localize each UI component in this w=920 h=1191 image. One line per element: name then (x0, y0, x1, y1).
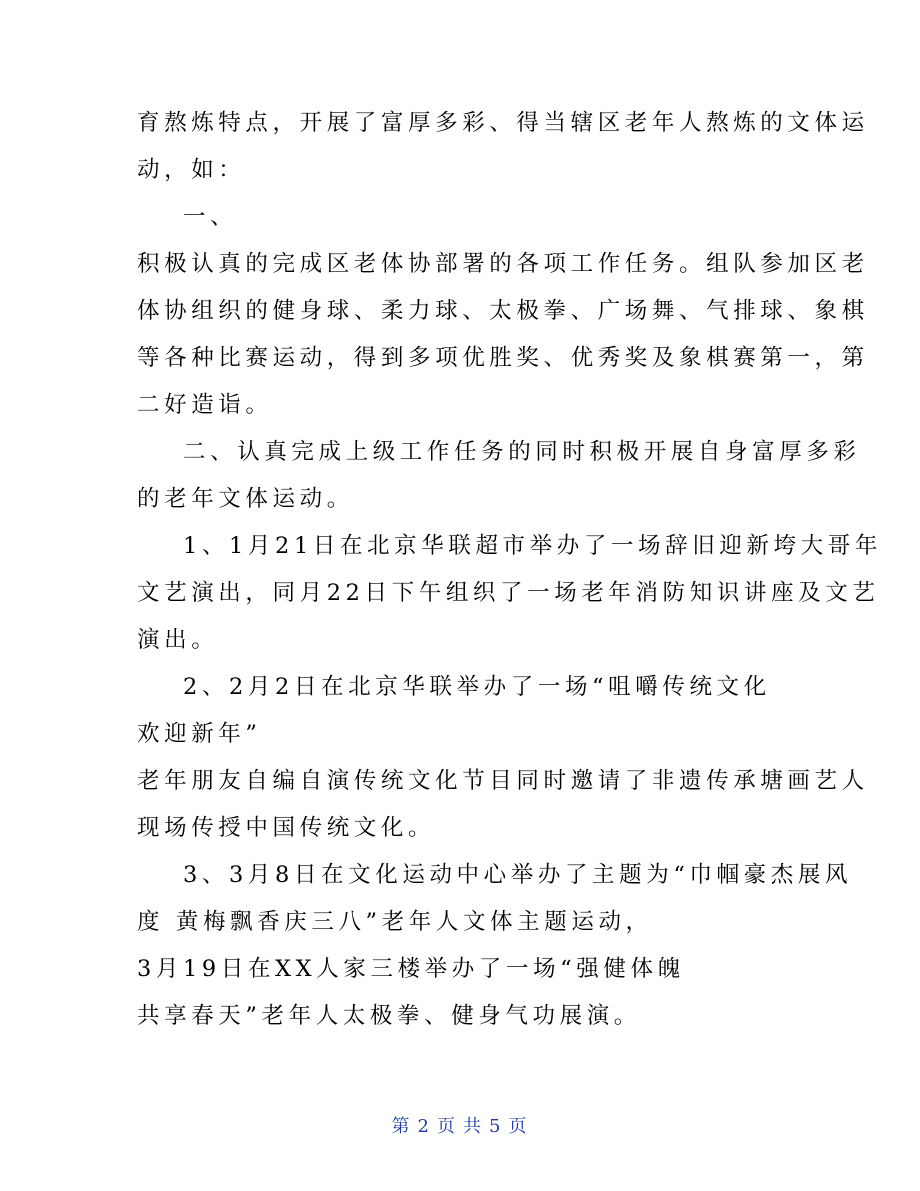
section-heading-1: 一、 (183, 204, 238, 230)
footer-suffix: 页 (508, 1116, 529, 1137)
item-3-line-3: 3月19日在XX人家三楼举办了一场“强健体魄 (137, 956, 685, 982)
body-line-6: 等各种比赛运动，得到多项优胜奖、优秀奖及象棋赛第一，第 (137, 345, 869, 371)
footer-prefix: 第 (391, 1116, 412, 1137)
footer-total-pages: 5 (489, 1116, 503, 1137)
item-3-line-2: 度 黄梅飘香庆三八”老年人文体主题运动， (137, 909, 653, 935)
item-2-line-3: 老年朋友自编自演传统文化节目同时邀请了非遗传承塘画艺人 (137, 768, 869, 794)
body-line-2: 动，如： (137, 157, 246, 183)
body-line-4: 积极认真的完成区老体协部署的各项工作任务。组队参加区老 (137, 251, 869, 277)
footer-page-word: 页 (437, 1116, 457, 1137)
page-footer (0, 1112, 920, 1138)
item-2-line-4: 现场传授中国传统文化。 (137, 815, 436, 841)
footer-current-page: 2 (417, 1116, 431, 1137)
footer-total-word: 共 (463, 1116, 483, 1137)
body-line-1: 育熬炼特点，开展了富厚多彩、得当辖区老年人熬炼的文体运 (137, 110, 869, 136)
item-3-line-4: 共享春天”老年人太极拳、健身气功展演。 (137, 1003, 641, 1029)
item-2-line-1: 2、2月2日在北京华联举办了一场“咀嚼传统文化 (183, 674, 771, 700)
item-1-line-2: 文艺演出，同月22日下午组织了一场老年消防知识讲座及文艺 (137, 580, 880, 606)
body-line-7: 二好造诣。 (137, 392, 273, 418)
item-1-line-1: 1、1月21日在北京华联超市举办了一场辞旧迎新垮大哥年 (183, 533, 882, 559)
item-3-line-1: 3、3月8日在文化运动中心举办了主题为“巾帼豪杰展风 (183, 862, 853, 888)
item-1-line-3: 演出。 (137, 627, 219, 653)
body-line-5: 体协组织的健身球、柔力球、太极拳、广场舞、气排球、象棋 (137, 298, 869, 324)
body-line-9: 的老年文体运动。 (137, 486, 354, 512)
item-2-line-2: 欢迎新年” (137, 721, 262, 747)
section-heading-2: 二、认真完成上级工作任务的同时积极开展自身富厚多彩 (183, 439, 861, 465)
